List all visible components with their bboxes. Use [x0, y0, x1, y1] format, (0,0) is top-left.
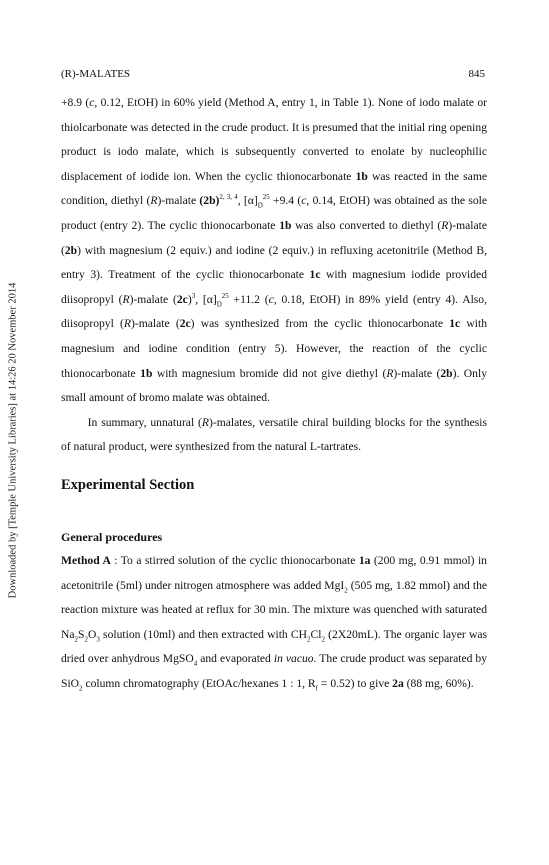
- section-title: Experimental Section: [61, 476, 195, 493]
- page-number: 845: [468, 68, 485, 80]
- paragraph-results: +8.9 (c, 0.12, EtOH) in 60% yield (Method A, entry 1, in Table 1). None of iodo malate or thiolcarbonate was detected in the crude product. It is presumed that the initial ring opening product is iodo malate, which is subsequently converted to enolate by nucleophilic displacement of iodide ion. When the cyclic thionocarbonate 1b was reacted in the same condition, diethyl (R)-malate $(2b)^{2, 3, 4}$, $[\alpha]_D^{25} +9.4$ (c, 0.14, EtOH) was obtained as the sole product (entry 2). The cyclic thionocarbonate 1b was also converted to diethyl (R)-malate (2b) with magnesium (2 equiv.) and iodine (2 equiv.) in refluxing acetonitrile (Method B, entry 3). Treatment of the cyclic thionocarbonate 1c with magnesium iodide provided diisopropyl (R)-malate $(2c)^3$, $[\alpha]_D^{25} +11.2$ (c, 0.18, EtOH) in 89% yield (entry 4). Also, diisopropyl (R)-malate (2c) was synthesized from the cyclic thionocarbonate 1c with magnesium and iodine condition (entry 5). However, the reaction of the cyclic thionocarbonate 1b with magnesium bromide did not give diethyl (R)-malate (2b). Only small amount of bromo malate was obtained.: [61, 96, 487, 405]
- subsection-title: General procedures: [61, 529, 163, 544]
- paragraph-summary: In summary, unnatural (R)-malates, versatile chiral building blocks for the synthesis of natural product, were synthesized from the natural L-tartrates.: [61, 415, 487, 454]
- article-body: [61, 91, 487, 696]
- paragraph-method-a: Method A : To a stirred solution of the cyclic thionocarbonate 1a (200 mg, 0.91 mmol) in acetonitrile (5ml) under nitrogen atmosphere was added MgI$_2$ (505 mg, 1.82 mmol) and the reaction mixture was heated at reflux for 30 min. The mixture was quenched with saturated $Na_2S_2O_3$ solution (10ml) and then extracted with $CH_2Cl_2$ (2X20mL). The organic layer was dried over anhydrous MgSO$_4$ and evaporated in vacuo. The crude product was separated by SiO$_2$ column chromatography (EtOAc/hexanes 1 : 1, $R_f = 0.52$) to give 2a (88 mg, 60%).: [61, 553, 488, 693]
- page-header: [61, 68, 485, 80]
- download-watermark: [2, 40, 24, 840]
- download-watermark-text: Downloaded by [Temple University Libraries] at 14:26 20 November 2014: [7, 282, 19, 598]
- running-title: (R)-MALATES: [61, 68, 131, 80]
